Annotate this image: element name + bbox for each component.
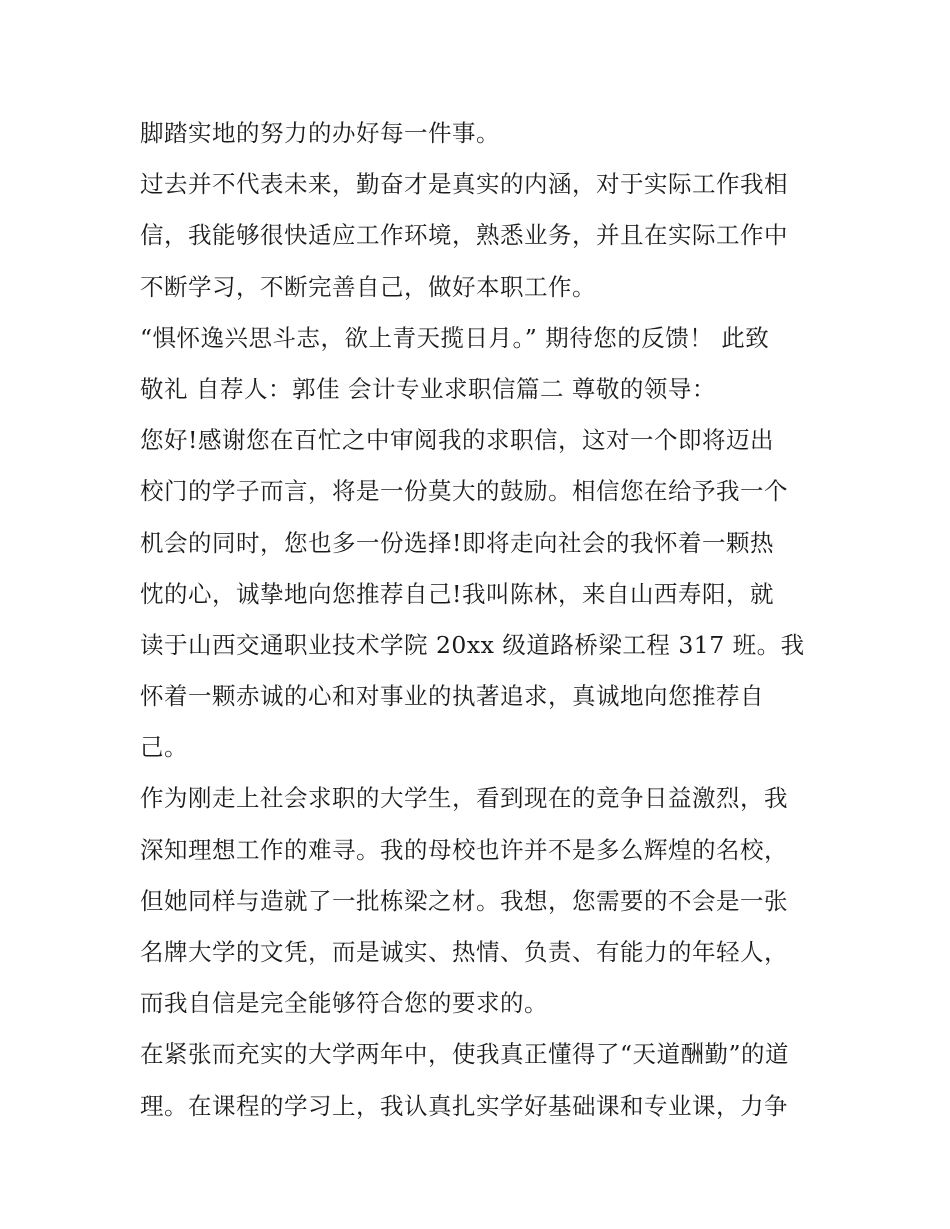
- text-line: 深知理想工作的难寻。我的母校也许并不是多么辉煌的名校，: [140, 835, 788, 864]
- text-line: 您好!感谢您在百忙之中审阅我的求职信，这对一个即将迈出: [140, 426, 774, 455]
- text-line: “惧怀逸兴思斗志，欲上青天揽日月。” 期待您的反馈！ 此致: [140, 323, 770, 352]
- text-line: 名牌大学的文凭，而是诚实、热情、负责、有能力的年轻人，: [140, 938, 788, 966]
- text-line: 脚踏实地的努力的办好每一件事。: [140, 119, 500, 147]
- text-line: 理。在课程的学习上，我认真扎实学好基础课和专业课，力争: [140, 1091, 788, 1120]
- text-line: 忱的心，诚挚地向您推荐自己!我叫陈林，来自山西寿阳，就: [140, 579, 774, 608]
- text-line: 不断学习，不断完善自己，做好本职工作。: [140, 272, 596, 301]
- text-line: 己。: [140, 733, 188, 762]
- text-line: 在紧张而充实的大学两年中，使我真正懂得了“天道酬勤”的道: [140, 1040, 790, 1069]
- letter-body: [140, 108, 820, 1132]
- text-line: 校门的学子而言，将是一份莫大的鼓励。相信您在给予我一个: [140, 477, 788, 506]
- text-line: 过去并不代表未来，勤奋才是真实的内涵，对于实际工作我相: [140, 170, 788, 199]
- text-line: 机会的同时，您也多一份选择!即将走向社会的我怀着一颗热: [140, 528, 774, 557]
- text-line: 而我自信是完全能够符合您的要求的。: [140, 989, 548, 1018]
- text-line: 读于山西交通职业技术学院 20xx 级道路桥梁工程 317 班。我: [140, 630, 805, 659]
- text-line: 作为刚走上社会求职的大学生，看到现在的竞争日益激烈，我: [140, 784, 788, 813]
- text-line: 敬礼 自荐人：郭佳 会计专业求职信篇二 尊敬的领导：: [140, 374, 716, 403]
- text-line: 信，我能够很快适应工作环境，熟悉业务，并且在实际工作中: [140, 221, 788, 250]
- text-line: 但她同样与造就了一批栋梁之材。我想，您需要的不会是一张: [140, 886, 788, 915]
- text-line: 怀着一颗赤诚的心和对事业的执著追求，真诚地向您推荐自: [140, 682, 764, 711]
